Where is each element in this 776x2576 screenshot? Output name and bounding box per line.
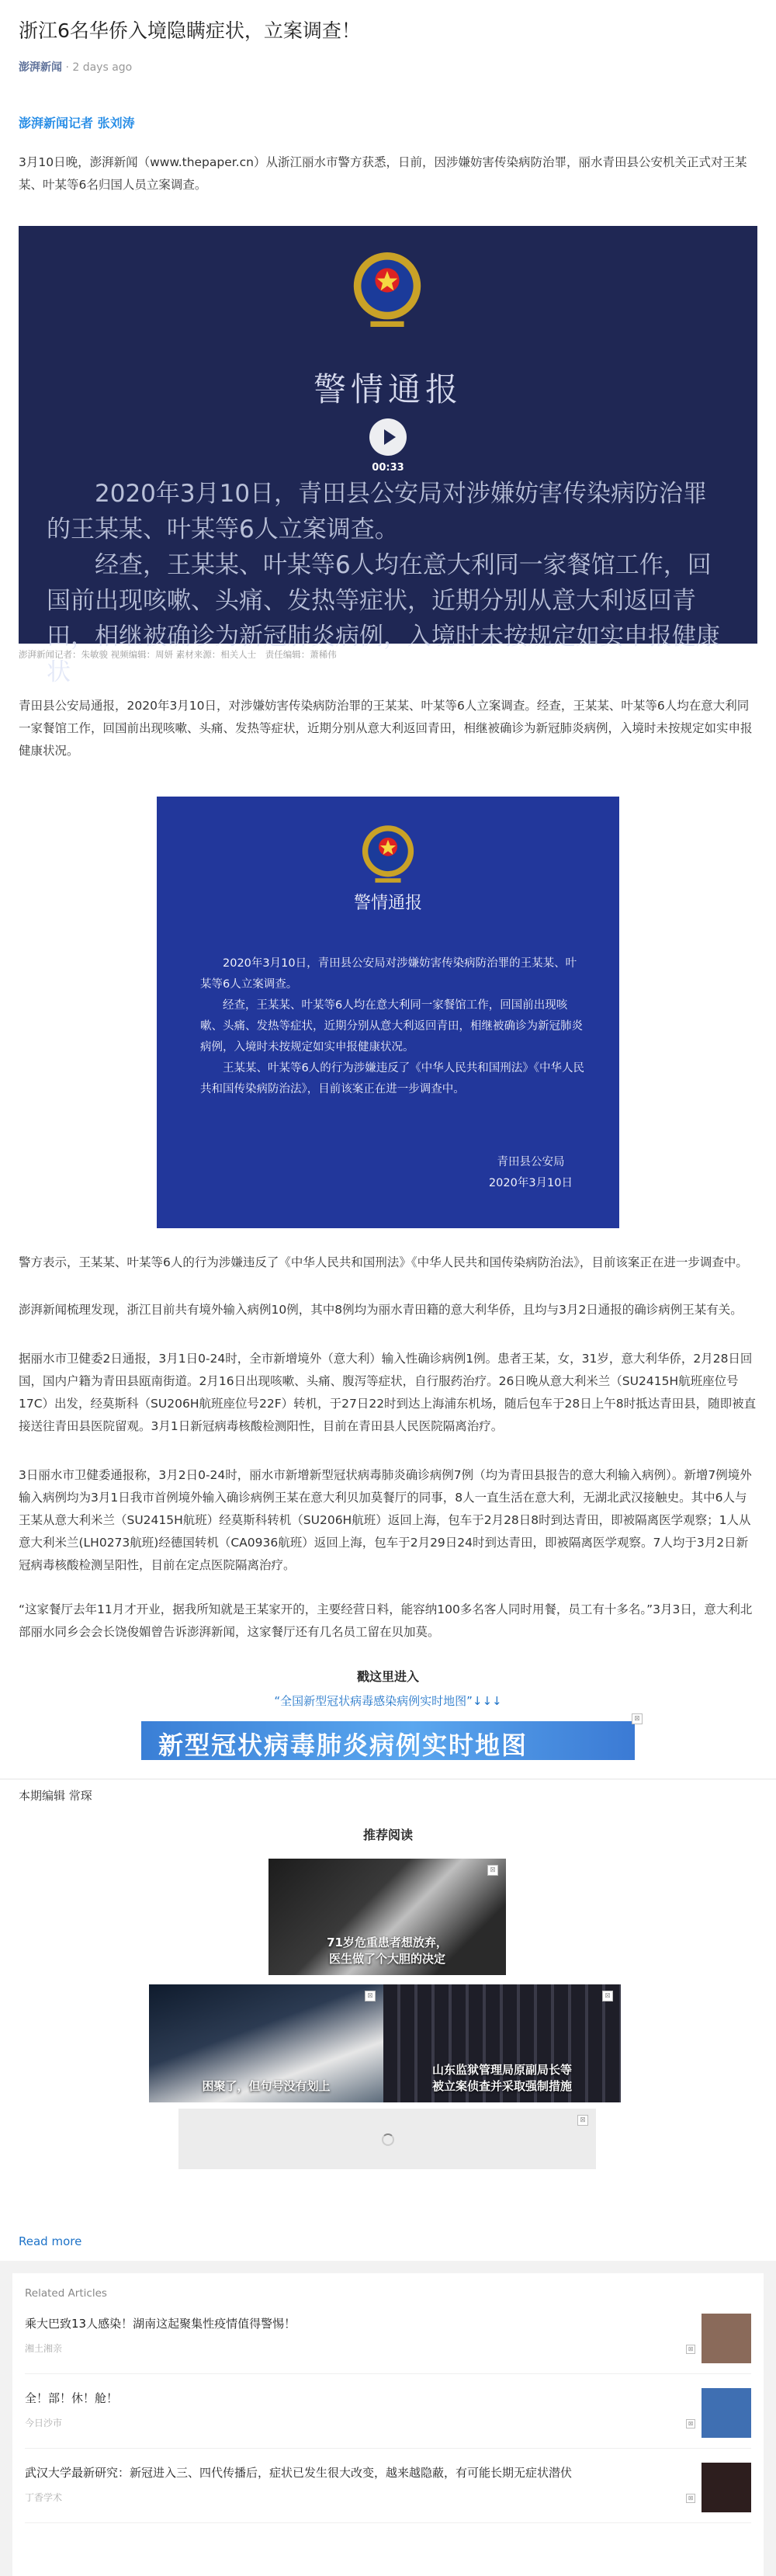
article-source-link[interactable]: 澎湃新闻 bbox=[19, 61, 62, 74]
article-time: 2 days ago bbox=[72, 61, 133, 74]
related-item-title: 武汉大学最新研究：新冠进入三、四代传播后，症状已发生很大改变，越来越隐蔽，有可能长期无症状潜伏 bbox=[25, 2466, 573, 2480]
recommend-card-line: 山东监狱管理局原副局长等 bbox=[431, 2063, 572, 2077]
related-item-source: 丁香学术 bbox=[25, 2492, 63, 2503]
video-duration: 00:33 bbox=[372, 462, 404, 474]
related-item-source: 今日沙市 bbox=[25, 2418, 63, 2428]
recommend-grid bbox=[19, 1859, 757, 2224]
recommend-card-loading[interactable] bbox=[178, 2109, 596, 2169]
paragraph-6: 3日丽水市卫健委通报称，3月2日0-24时，丽水市新增新型冠状病毒肺炎确诊病例7例（均为青田县报告的意大利输入病例）。新增7例境外输入病例均为3月1日我市首例境外输入确诊病例王某在意大利贝加莫餐厅的同事，8人一直生活在意大利，无湖北武汉接触史。其中6人与王某从意大利米兰（SU2415H航班）经莫斯科转机（SU206H航班）返回上海，包车于2月28日8时到达青田，即被隔离医学观察；1人从意大利米兰(LH0273航班)经德国转机（CA0936航班）返回上海，包车于2月29日24时到达青田，即被隔离医学观察。7人均于3月2日新冠病毒核酸检测呈阳性，目前在定点医院隔离治疗。 bbox=[19, 1468, 752, 1572]
video-heading: 警情通报 bbox=[313, 370, 462, 408]
recommend-card-line: 71岁危重患者想放弃， bbox=[327, 1935, 448, 1949]
read-more-link[interactable]: Read more bbox=[19, 2234, 82, 2248]
ad-mark-icon: ⊠ bbox=[365, 1991, 376, 2001]
video-credit: 澎湃新闻记者：朱敏骏 视频编辑：周妍 素材来源：相关人士 责任编辑：萧稀伟 bbox=[19, 649, 337, 660]
related-articles-panel bbox=[12, 2273, 764, 2576]
related-item-title: 全！部！休！舱！ bbox=[25, 2391, 119, 2405]
map-banner[interactable] bbox=[141, 1715, 640, 1760]
article-meta bbox=[19, 59, 757, 75]
notice-sign-date: 2020年3月10日 bbox=[488, 1177, 573, 1189]
related-item[interactable] bbox=[25, 2374, 751, 2449]
related-item[interactable] bbox=[25, 2449, 751, 2523]
ad-mark-icon: ⊠ bbox=[686, 2494, 695, 2503]
map-link[interactable]: “全国新型冠状病毒感染病例实时地图”↓↓↓ bbox=[274, 1694, 502, 1708]
notice-para-2: 经查，王某某、叶某等6人均在意大利同一家餐馆工作，回国前出现咳嗽、头痛、发热等症状，近期分别从意大利返回青田，相继被确诊为新冠肺炎病例，入境时未按规定如实申报健康状况。 bbox=[200, 999, 583, 1054]
recommend-card-label: 困聚了，但句号没有划上 bbox=[202, 2079, 331, 2093]
meta-dot: · bbox=[65, 61, 73, 74]
recommend-card[interactable] bbox=[268, 1859, 506, 1975]
recommend-card[interactable] bbox=[149, 1984, 383, 2102]
ad-mark-icon: ⊠ bbox=[632, 1713, 643, 1724]
video-caption-line1: 2020年3月10日，青田县公安局对涉嫌妨害传染病防治罪的王某某、叶某等6人立案调查。 bbox=[47, 480, 708, 543]
notice-signature bbox=[489, 1152, 573, 1194]
paragraph-2: 青田县公安局通报，2020年3月10日，对涉嫌妨害传染病防治罪的王某某、叶某等6人立案调查。经查，王某某、叶某等6人均在意大利同一家餐馆工作，回国前出现咳嗽、头痛、发热等症状，近期分别从意大利返回青田，相继被确诊为新冠肺炎病例，入境时未按规定如实申报健康状况。 bbox=[19, 699, 753, 758]
play-button[interactable] bbox=[369, 418, 407, 456]
related-item-source: 湘土湘亲 bbox=[25, 2343, 63, 2354]
police-emblem-icon bbox=[337, 243, 438, 336]
notice-body bbox=[200, 953, 585, 1100]
video-caption bbox=[47, 476, 729, 690]
cta-title: 戳这里进入 bbox=[356, 1669, 419, 1684]
paragraph-5: 据丽水市卫健委2日通报，3月1日0-24时，全市新增境外（意大利）输入性确诊病例1例。患者王某，女，31岁，意大利华侨，2月28日回国，国内户籍为青田县瓯南街道。2月16日出现咳嗽、头痛、腹泻等症状，自行服药治疗。26日晚从意大利米兰（SU2415H航班座位号17C）出发，经莫斯科（SU206H航班座位号22F）转机，于27日22时到达上海浦东机场，随后包车于28日上午8时抵达青田县，随即被直接送往青田县医院留观。3月1日新冠病毒核酸检测阳性，目前在青田县人民医院隔离治疗。 bbox=[19, 1352, 757, 1433]
recommend-card[interactable] bbox=[383, 1984, 621, 2102]
related-item-title: 乘大巴致13人感染！湖南这起聚集性疫情值得警惕！ bbox=[25, 2317, 296, 2331]
notice-para-1: 2020年3月10日，青田县公安局对涉嫌妨害传染病防治罪的王某某、叶某等6人立案调查。 bbox=[200, 957, 577, 991]
recommend-card-label bbox=[268, 1935, 506, 1967]
ad-mark-icon: ⊠ bbox=[686, 2345, 695, 2354]
lead-paragraph: 3月10日晚，澎湃新闻（www.thepaper.cn）从浙江丽水市警方获悉，日前，因涉嫌妨害传染病防治罪，丽水青田县公安机关正式对王某某、叶某等6名归国人员立案调查。 bbox=[19, 155, 747, 192]
map-banner-text: 新型冠状病毒肺炎病例实时地图 bbox=[158, 1731, 528, 1760]
notice-sign-org: 青田县公安局 bbox=[497, 1156, 565, 1168]
loading-spinner-icon bbox=[382, 2133, 394, 2146]
article-title: 浙江6名华侨入境隐瞒症状，立案调查！ bbox=[19, 19, 361, 42]
paragraph-7: “这家餐厅去年11月才开业，据我所知就是王某家开的，主要经营日料，能容纳100多名客人同时用餐，员工有十多名。”3月3日，意大利北部丽水同乡会会长饶俊媚曾告诉澎湃新闻，这家餐厅还有几名员工留在贝加莫。 bbox=[19, 1602, 753, 1639]
video-caption-line2: 经查，王某某、叶某等6人均在意大利同一家餐馆工作，回国前出现咳嗽、头痛、发热等症状，近期分别从意大利返回青田，相继被确诊为新冠肺炎病例，入境时未按规定如实申报健康状 bbox=[47, 551, 720, 686]
ad-mark-icon: ⊠ bbox=[487, 1865, 498, 1876]
editor-line: 本期编辑 常琛 bbox=[19, 1789, 92, 1803]
ad-mark-icon: ⊠ bbox=[602, 1991, 613, 2001]
recommend-title: 推荐阅读 bbox=[362, 1828, 413, 1842]
recommend-card-label bbox=[383, 2062, 621, 2095]
paragraph-3: 警方表示，王某某、叶某等6人的行为涉嫌违反了《中华人民共和国刑法》《中华人民共和国传染病防治法》，目前该案正在进一步调查中。 bbox=[19, 1255, 748, 1269]
ad-mark-icon: ⊠ bbox=[577, 2115, 588, 2126]
paragraph-4: 澎湃新闻梳理发现，浙江目前共有境外输入病例10例，其中8例均为丽水青田籍的意大利华侨，且均与3月2日通报的确诊病例王某有关。 bbox=[19, 1303, 743, 1317]
related-item-thumbnail bbox=[702, 2314, 751, 2363]
related-articles-section bbox=[0, 2261, 776, 2576]
related-heading: Related Articles bbox=[25, 2287, 107, 2300]
notice-heading: 警情通报 bbox=[353, 894, 422, 913]
police-notice-image bbox=[157, 797, 619, 1228]
ad-mark-icon: ⊠ bbox=[686, 2419, 695, 2428]
recommend-card-line: 被立案侦查并采取强制措施 bbox=[431, 2079, 572, 2093]
police-emblem-icon bbox=[351, 818, 425, 890]
notice-para-3: 王某某、叶某等6人的行为涉嫌违反了《中华人民共和国刑法》《中华人民共和国传染病防治法》，目前该案正在进一步调查中。 bbox=[200, 1062, 584, 1095]
related-item[interactable] bbox=[25, 2300, 751, 2374]
related-item-thumbnail bbox=[702, 2388, 751, 2438]
reporter-line: 澎湃新闻记者 张刘涛 bbox=[19, 116, 135, 130]
related-item-thumbnail bbox=[702, 2463, 751, 2512]
recommend-card-line: 医生做了个大胆的决定 bbox=[328, 1952, 445, 1966]
